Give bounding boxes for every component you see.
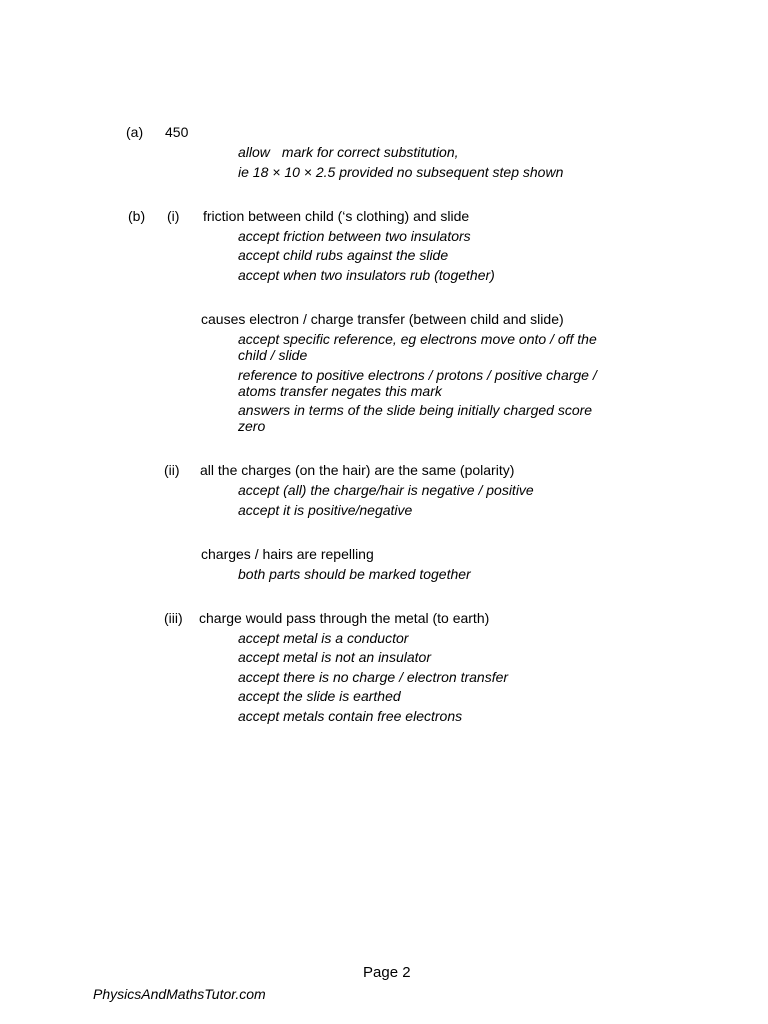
- part-b-ii-point-1: all the charges (on the hair) are the same (polarity): [200, 462, 515, 478]
- part-b-i-note: accept child rubs against the slide: [238, 247, 449, 263]
- part-b-label: (b): [128, 208, 146, 224]
- part-b-i-note: accept friction between two insulators: [238, 228, 471, 244]
- part-b-ii-note: accept (all) the charge/hair is negative / positive: [238, 482, 534, 498]
- page-number: Page 2: [363, 964, 411, 981]
- part-b-ii-label: (ii): [164, 462, 180, 478]
- part-b-iii-note: accept metal is not an insulator: [238, 649, 431, 665]
- part-b-iii-note: accept there is no charge / electron transfer: [238, 669, 509, 685]
- part-a-label: (a): [126, 124, 144, 140]
- part-b-i-note: reference to positive electrons / protons / positive charge / atoms transfer negates this mark: [238, 367, 597, 399]
- part-b-i-point-2: causes electron / charge transfer (between child and slide): [201, 311, 564, 327]
- part-a-note-2: ie 18 × 10 × 2.5 provided no subsequent step shown: [238, 164, 564, 180]
- part-b-ii-point-2: charges / hairs are repelling: [201, 546, 374, 562]
- part-b-iii-note: accept metal is a conductor: [238, 630, 409, 646]
- part-b-ii-note: both parts should be marked together: [238, 566, 471, 582]
- part-b-i-note: answers in terms of the slide being initially charged score zero: [238, 402, 593, 434]
- part-b-iii-note: accept the slide is earthed: [238, 688, 401, 704]
- part-b-iii-label: (iii): [164, 610, 183, 626]
- part-b-ii-note: accept it is positive/negative: [238, 502, 413, 518]
- part-b-i-point-1: friction between child (‘s clothing) and slide: [203, 208, 470, 224]
- site-footer: PhysicsAndMathsTutor.com: [93, 986, 266, 1002]
- part-a-note-1: allow mark for correct substitution,: [238, 144, 459, 160]
- part-a-answer: 450: [165, 124, 189, 140]
- part-b-i-note: accept specific reference, eg electrons move onto / off the child / slide: [238, 331, 597, 363]
- part-b-iii-point-1: charge would pass through the metal (to earth): [199, 610, 490, 626]
- part-b-i-note: accept when two insulators rub (together): [238, 267, 495, 283]
- part-b-iii-note: accept metals contain free electrons: [238, 708, 463, 724]
- part-b-i-label: (i): [167, 208, 180, 224]
